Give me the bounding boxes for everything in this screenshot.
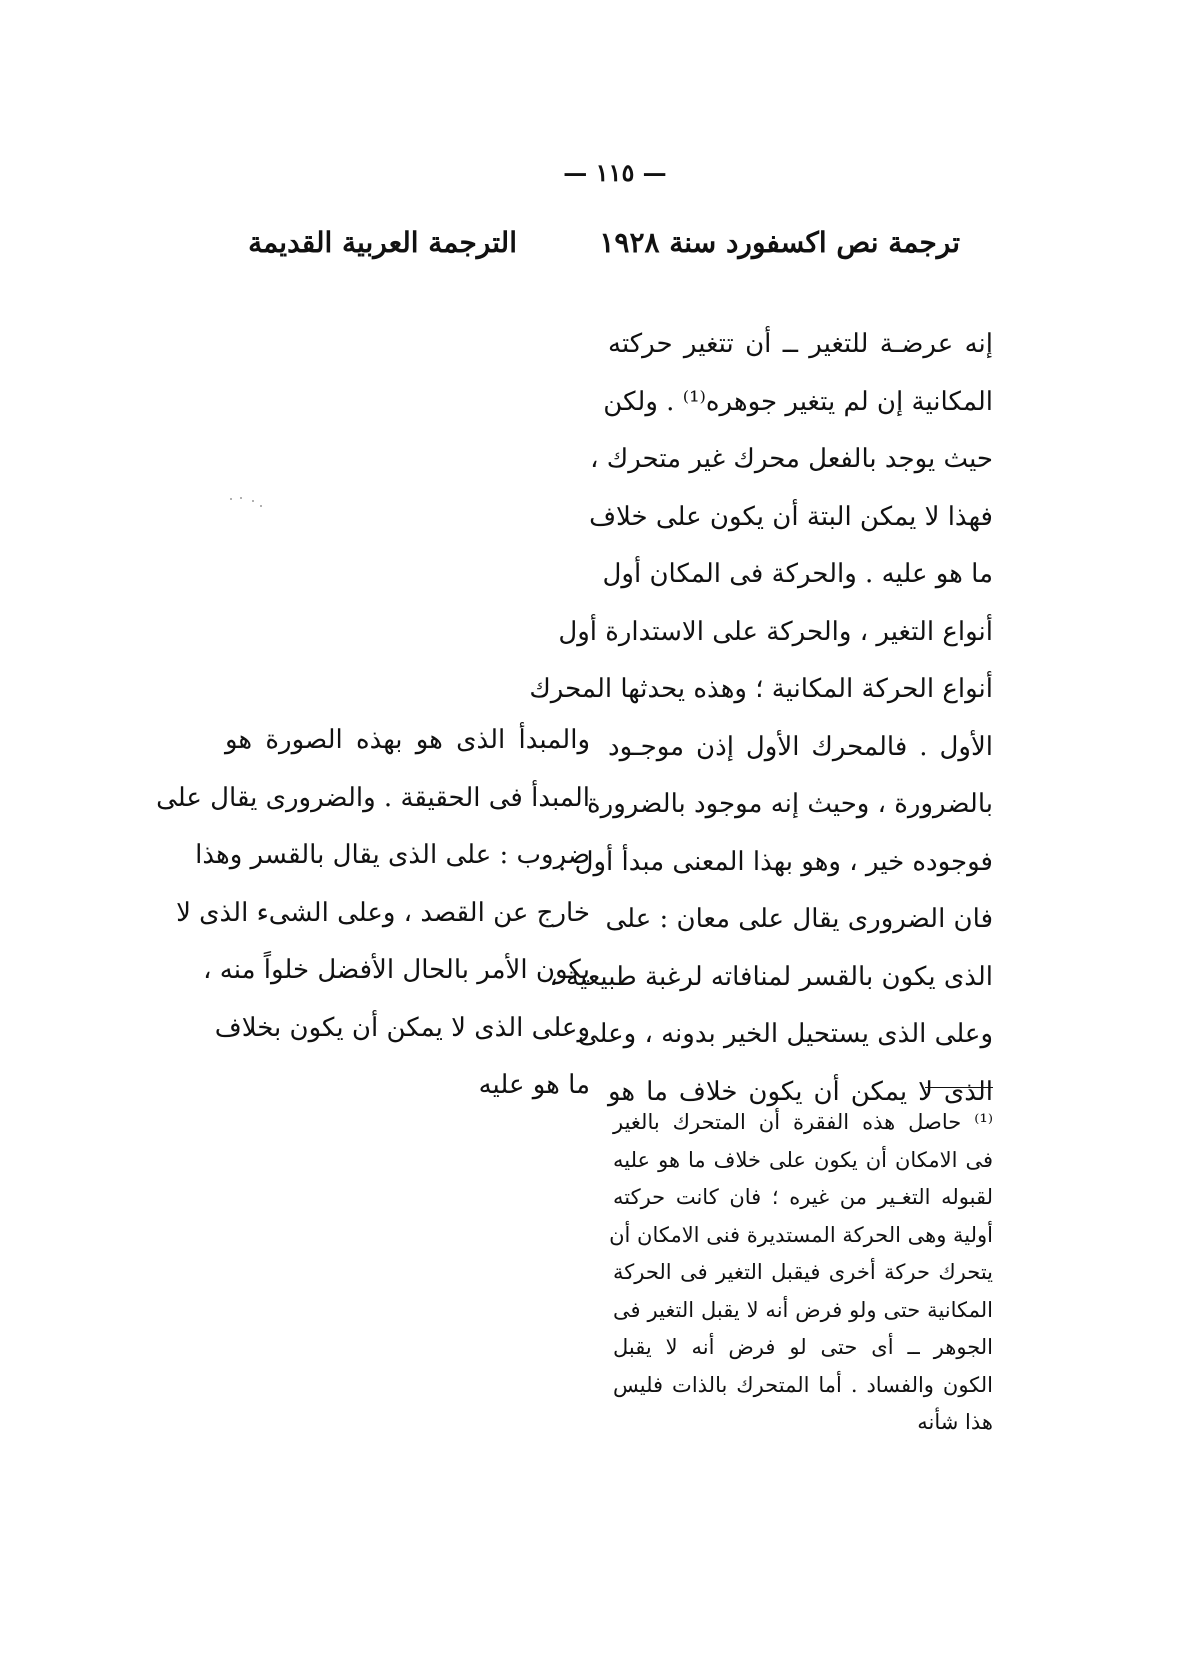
text-line: إنه عرضـة للتغير ــ أن تتغير حركته — [608, 329, 993, 359]
text-line: الذى يكون بالقسر لمنافاته لرغبة طبيعية ، — [549, 961, 993, 992]
footnote-separator — [925, 1087, 993, 1088]
text-line: خارج عن القصد ، وعلى الشىء الذى لا — [176, 897, 590, 928]
footnote — [609, 1104, 993, 1442]
text-line: ضروب : على الذى يقال بالقسر وهذا — [195, 840, 590, 870]
text-line: الذى لا يمكن أن يكون خلاف ما هو — [608, 1076, 993, 1107]
text-line: ما هو عليه — [478, 1070, 590, 1100]
footnote-line: لقبوله التغـير من غيره ؛ فان كانت حركته — [613, 1185, 993, 1209]
oxford-translation-column — [529, 316, 993, 1121]
header-old-arabic-translation: الترجمة العربية القديمة — [248, 226, 517, 259]
text-line: أنواع التغير ، والحركة على الاستدارة أول — [558, 616, 993, 647]
text-line: المكانية إن لم يتغير جوهره⁽¹⁾ . ولكن — [603, 386, 993, 417]
footnote-line: ⁽¹⁾ حاصل هذه الفقرة أن المتحرك بالغير — [613, 1110, 993, 1134]
speck — [240, 497, 242, 499]
footnote-line: فى الامكان أن يكون على خلاف ما هو عليه — [613, 1147, 993, 1172]
header-oxford-translation: ترجمة نص اكسفورد سنة ١٩٢٨ — [599, 226, 960, 259]
scan-specks — [228, 494, 268, 514]
footnote-line: يتحرك حركة أخرى فيقبل التغير فى الحركة — [613, 1260, 993, 1284]
speck — [230, 498, 232, 500]
text-line: وعلى الذى لا يمكن أن يكون بخلاف — [214, 1012, 590, 1043]
text-line: فهذا لا يمكن البتة أن يكون على خلاف — [589, 501, 993, 532]
text-line: فان الضرورى يقال على معان : على — [605, 904, 993, 934]
footnote-line: الجوهر ــ أى حتى لو فرض أنه لا يقبل — [613, 1335, 993, 1359]
text-line: وعلى الذى يستحيل الخير بدونه ، وعلى — [577, 1019, 993, 1049]
footnote-line: أولية وهى الحركة المستديرة فنى الامكان أن — [609, 1222, 993, 1247]
footnote-line: الكون والفساد . أما المتحرك بالذات فليس — [613, 1372, 993, 1397]
old-arabic-translation-column — [156, 712, 590, 1115]
text-line: بالضرورة ، وحيث إنه موجود بالضرورة — [587, 789, 993, 819]
speck — [252, 500, 254, 502]
text-line: فوجوده خير ، وهو بهذا المعنى مبدأ أول . — [558, 846, 993, 877]
footnote-line: هذا شأنه — [917, 1410, 993, 1434]
text-line: المبدأ فى الحقيقة . والضرورى يقال على — [156, 782, 590, 813]
speck — [260, 505, 262, 507]
text-line: ما هو عليه . والحركة فى المكان أول — [602, 559, 993, 589]
text-line: الأول . فالمحرك الأول إذن موجـود — [608, 731, 993, 762]
text-line: أنواع الحركة المكانية ؛ وهذه يحدثها المحرك — [529, 674, 993, 704]
page-number: — ١١٥ — — [563, 158, 667, 187]
text-line: والمبدأ الذى هو بهذه الصورة هو — [225, 725, 590, 755]
text-line: يكون الأمر بالحال الأفضل خلواً منه ، — [203, 955, 590, 985]
text-line: حيث يوجد بالفعل محرك غير متحرك ، — [590, 444, 993, 474]
footnote-line: المكانية حتى ولو فرض أنه لا يقبل التغير فى — [613, 1297, 993, 1322]
